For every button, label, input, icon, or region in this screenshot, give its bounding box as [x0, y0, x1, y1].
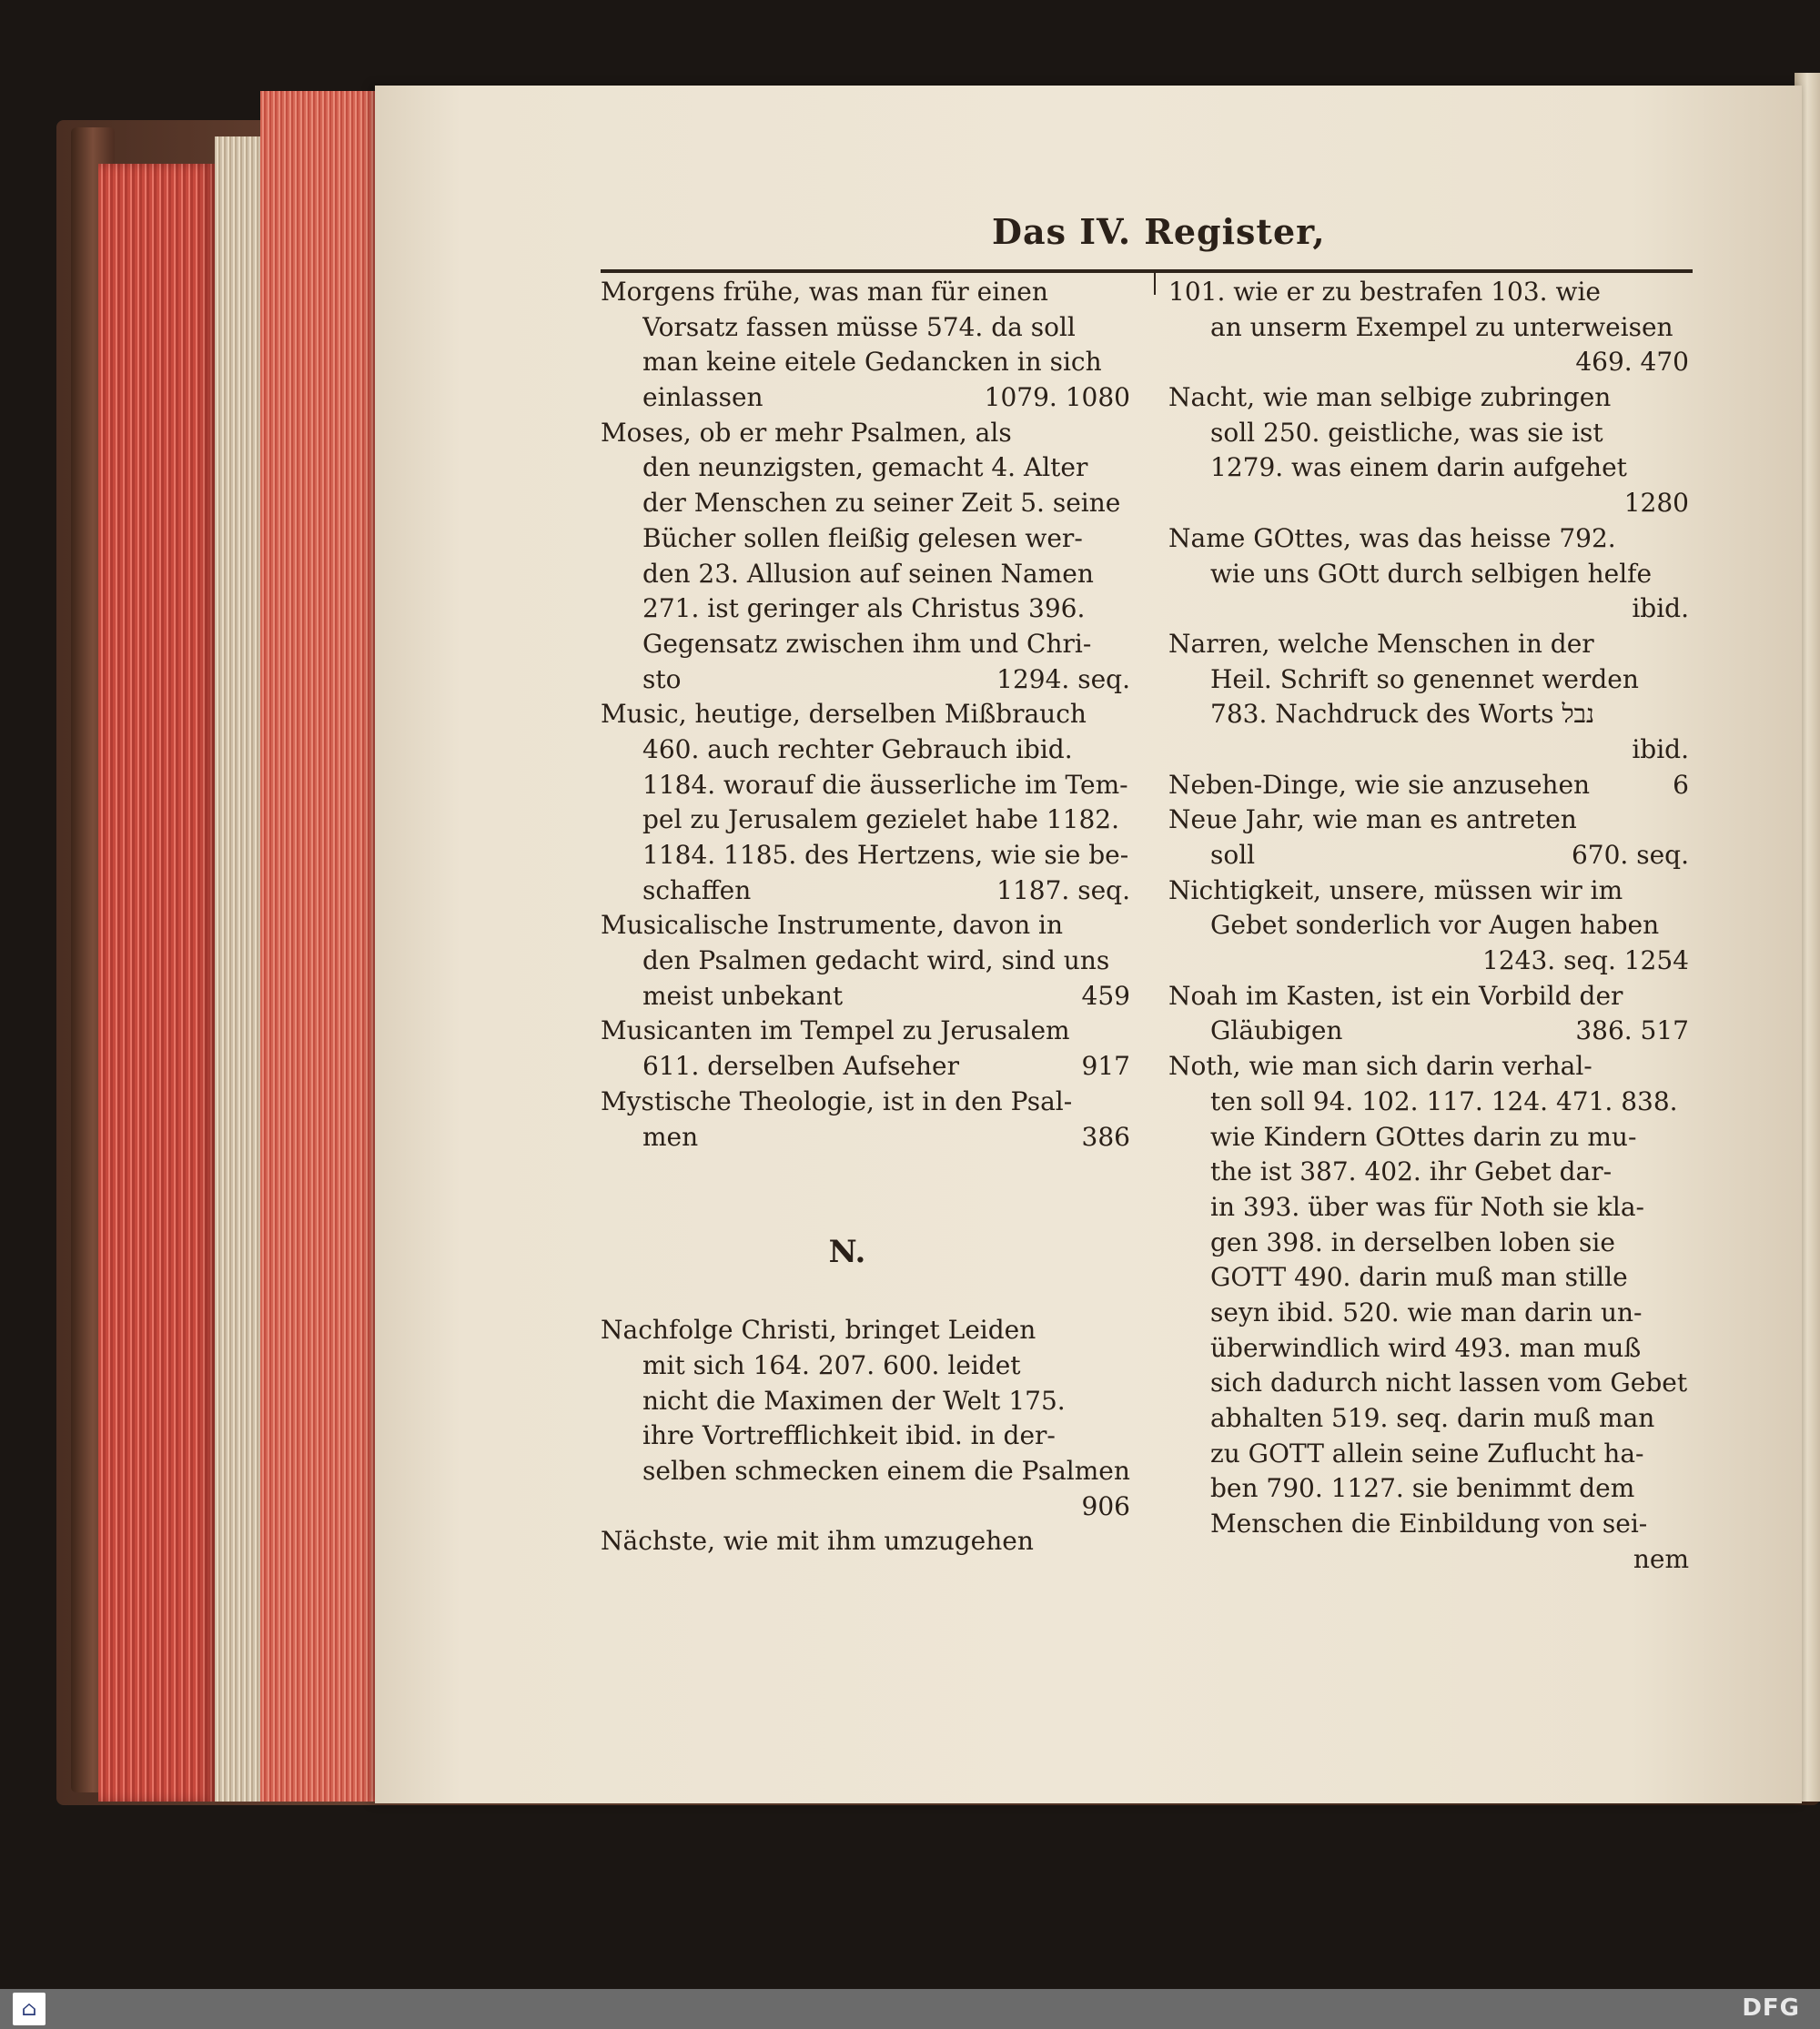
index-line [1168, 275, 1689, 310]
index-line [601, 1348, 1130, 1384]
index-text: wie uns GOtt durch selbigen helfe [1210, 558, 1653, 589]
page-reference: 1294. seq. [996, 663, 1130, 694]
index-text: Narren, welche Menschen in der [1168, 628, 1594, 659]
index-line [1168, 627, 1689, 662]
index-line [1168, 591, 1689, 627]
index-line [601, 627, 1130, 662]
page-reference: 1187. seq. [996, 874, 1130, 905]
index-text: der Menschen zu seiner Zeit 5. seine [642, 488, 1121, 519]
index-line [601, 1384, 1130, 1419]
index-line [1168, 944, 1689, 979]
index-text: den 23. Allusion auf seinen Namen [642, 558, 1094, 589]
index-line [601, 1085, 1130, 1120]
index-line [1168, 1120, 1689, 1156]
page-reference: 1079. 1080 [984, 382, 1130, 413]
index-line [1168, 1542, 1689, 1578]
index-line [601, 944, 1130, 979]
index-line [1168, 803, 1689, 838]
page-reference: 459 [1081, 980, 1130, 1011]
index-line [601, 557, 1130, 592]
index-line [1168, 1049, 1689, 1085]
index-line [1168, 521, 1689, 557]
index-text: ihre Vortrefflichkeit ibid. in der- [642, 1420, 1056, 1451]
index-text: Nachfolge Christi, bringet Leiden [601, 1315, 1036, 1346]
index-line [1168, 1471, 1689, 1507]
index-line [601, 908, 1130, 944]
index-text: GOTT 490. darin muß man stille [1210, 1262, 1628, 1293]
page-reference: 6 [1673, 769, 1689, 800]
index-entry [1168, 803, 1689, 873]
index-text: 1184. worauf die äusserliche im Tem- [642, 769, 1128, 800]
index-line [1168, 838, 1689, 873]
index-line [1168, 1155, 1689, 1190]
index-text: den neunzigsten, gemacht 4. Alter [642, 452, 1088, 483]
index-line [601, 732, 1130, 768]
index-text: in 393. über was für Noth sie kla- [1210, 1191, 1644, 1222]
section-letter-n: N. [828, 1234, 866, 1271]
index-line [601, 803, 1130, 838]
index-text: 1279. was einem darin aufgehet [1210, 452, 1627, 483]
index-text: Nacht, wie man selbige zubringen [1168, 382, 1612, 413]
index-line [1168, 1366, 1689, 1401]
page-reference: 386. 517 [1575, 1015, 1689, 1046]
index-text: Musicalische Instrumente, davon in [601, 910, 1063, 941]
index-text: Bücher sollen fleißig gelesen wer- [642, 522, 1083, 553]
index-line [601, 1313, 1130, 1348]
index-text: einlassen [642, 382, 763, 413]
index-line [601, 450, 1130, 486]
index-line [601, 1014, 1130, 1049]
index-line [601, 838, 1130, 873]
page-reference: ibid. [1632, 733, 1689, 764]
index-entry [601, 1085, 1130, 1155]
index-text: man keine eitele Gedancken in sich [642, 347, 1102, 378]
index-text: Menschen die Einbildung von sei- [1210, 1509, 1648, 1539]
index-text: soll [1210, 840, 1256, 870]
index-text: seyn ibid. 520. wie man darin un- [1210, 1297, 1643, 1327]
index-line [1168, 732, 1689, 768]
index-line [1168, 1014, 1689, 1049]
index-text: ten soll 94. 102. 117. 124. 471. 838. [1210, 1085, 1678, 1116]
index-text: zu GOTT allein seine Zuflucht ha- [1210, 1438, 1644, 1469]
index-text: 271. ist geringer als Christus 396. [642, 593, 1086, 624]
page-reference: 386 [1081, 1121, 1130, 1152]
index-line [1168, 1260, 1689, 1296]
index-entry [1168, 380, 1689, 521]
right-entries [1168, 275, 1689, 1577]
index-line [1168, 662, 1689, 698]
index-text: Nächste, wie mit ihm umzugehen [601, 1526, 1034, 1557]
index-text: Gläubigen [1210, 1015, 1343, 1046]
index-entry [601, 908, 1130, 1014]
index-text: Nichtigkeit, unsere, müssen wir im [1168, 874, 1623, 905]
index-line [1168, 416, 1689, 451]
index-line [1168, 1226, 1689, 1261]
index-text: überwindlich wird 493. man muß [1210, 1332, 1642, 1363]
index-text: Morgens frühe, was man für einen [601, 277, 1048, 307]
index-text: Music, heutige, derselben Mißbrauch [601, 699, 1087, 730]
index-line [601, 1489, 1130, 1525]
index-line [1168, 873, 1689, 909]
index-line [1168, 1331, 1689, 1367]
index-line [1168, 979, 1689, 1014]
index-entry [601, 1524, 1130, 1560]
index-entry [1168, 275, 1689, 380]
index-line [1168, 1190, 1689, 1226]
header-rule [601, 269, 1693, 273]
page-stack-red-edges [260, 91, 388, 1802]
index-line [1168, 310, 1689, 346]
page-reference: 1243. seq. 1254 [1482, 945, 1689, 976]
index-text: Noah im Kasten, ist ein Vorbild der [1168, 980, 1623, 1011]
index-line [601, 979, 1130, 1014]
index-text: Gebet sonderlich vor Augen haben [1210, 910, 1660, 941]
index-text: Neue Jahr, wie man es antreten [1168, 804, 1577, 835]
index-line [1168, 697, 1689, 732]
index-line [601, 486, 1130, 521]
page-reference: 670. seq. [1571, 840, 1689, 870]
index-text: 611. derselben Aufseher [642, 1051, 959, 1082]
index-line [1168, 557, 1689, 592]
index-text: pel zu Jerusalem gezielet habe 1182. [642, 804, 1120, 835]
index-line [601, 1418, 1130, 1454]
index-text: wie Kindern GOttes darin zu mu- [1210, 1121, 1637, 1152]
index-text: Gegensatz zwischen ihm und Chri- [642, 628, 1092, 659]
page-reference: 917 [1081, 1051, 1130, 1082]
index-line [601, 1049, 1130, 1085]
index-text: 783. Nachdruck des Worts נבל [1210, 699, 1595, 730]
index-line [601, 662, 1130, 698]
index-entry [601, 1014, 1130, 1084]
index-line [1168, 1085, 1689, 1120]
index-text: Name GOttes, was das heisse 792. [1168, 522, 1616, 553]
index-line [1168, 486, 1689, 521]
index-entry [1168, 768, 1689, 803]
index-line [601, 345, 1130, 380]
index-text: 460. auch rechter Gebrauch ibid. [642, 733, 1073, 764]
index-entry [1168, 979, 1689, 1049]
index-line [601, 310, 1130, 346]
index-line [601, 697, 1130, 732]
index-entry [1168, 521, 1689, 627]
index-text: men [642, 1121, 699, 1152]
index-line [1168, 908, 1689, 944]
index-text: sich dadurch nicht lassen vom Gebet [1210, 1368, 1688, 1398]
index-text: Heil. Schrift so genennet werden [1210, 663, 1639, 694]
index-text: ben 790. 1127. sie benimmt dem [1210, 1473, 1635, 1504]
footer-bar [0, 1989, 1820, 2029]
index-line [601, 1524, 1130, 1560]
right-column [1168, 275, 1689, 1577]
index-text: schaffen [642, 874, 752, 905]
index-line [1168, 1437, 1689, 1472]
index-line [601, 416, 1130, 451]
index-text: Musicanten im Tempel zu Jerusalem [601, 1015, 1070, 1046]
page-edges-left [98, 164, 215, 1802]
index-text: gen 398. in derselben loben sie [1210, 1226, 1615, 1257]
index-text: selben schmecken einem die Psalmen [642, 1455, 1130, 1486]
index-text: den Psalmen gedacht wird, sind uns [642, 945, 1110, 976]
index-text: Noth, wie man sich darin verhal- [1168, 1051, 1592, 1082]
left-entries-n [601, 1313, 1130, 1560]
index-entry [601, 416, 1130, 698]
index-line [601, 380, 1130, 416]
index-text: sto [642, 663, 682, 694]
index-line [1168, 1401, 1689, 1437]
page-reference: 469. 470 [1575, 347, 1689, 378]
column-divider [1154, 271, 1156, 295]
left-column [601, 275, 1130, 1560]
index-line [1168, 380, 1689, 416]
index-text: nicht die Maximen der Welt 175. [642, 1385, 1066, 1416]
library-logo-icon: ⌂ [13, 1993, 46, 2025]
index-line [601, 521, 1130, 557]
index-entry [601, 697, 1130, 908]
index-line [601, 873, 1130, 909]
index-entry [1168, 627, 1689, 768]
page-reference: 1280 [1623, 488, 1689, 519]
index-line [601, 768, 1130, 803]
page-reference: ibid. [1632, 593, 1689, 624]
index-text: soll 250. geistliche, was sie ist [1210, 417, 1603, 448]
index-entry [601, 1313, 1130, 1524]
index-text: an unserm Exempel zu unterweisen [1210, 311, 1673, 342]
index-text: Vorsatz fassen müsse 574. da soll [642, 311, 1076, 342]
index-line [601, 1454, 1130, 1489]
index-line [1168, 768, 1689, 803]
index-text: Neben-Dinge, wie sie anzusehen [1168, 769, 1591, 800]
index-line [1168, 1296, 1689, 1331]
index-text: the ist 387. 402. ihr Gebet dar- [1210, 1156, 1613, 1187]
index-entry [1168, 1049, 1689, 1577]
index-line [1168, 450, 1689, 486]
index-text: 101. wie er zu bestrafen 103. wie [1168, 277, 1601, 307]
index-text: 1184. 1185. des Hertzens, wie sie be- [642, 840, 1129, 870]
footer-brand: DFG [1742, 1994, 1800, 2022]
index-text: Moses, ob er mehr Psalmen, als [601, 417, 1012, 448]
index-text: meist unbekant [642, 980, 844, 1011]
index-text: Mystische Theologie, ist in den Psal- [601, 1085, 1073, 1116]
index-line [601, 275, 1130, 310]
index-line [601, 1120, 1130, 1156]
index-line [601, 591, 1130, 627]
left-entries [601, 275, 1130, 1155]
page-reference: nem [1633, 1543, 1689, 1574]
index-text: mit sich 164. 207. 600. leidet [642, 1349, 1021, 1380]
index-entry [601, 275, 1130, 416]
index-entry [1168, 873, 1689, 979]
index-line [1168, 1507, 1689, 1542]
running-head: Das IV. Register, [992, 211, 1326, 252]
index-text: abhalten 519. seq. darin muß man [1210, 1403, 1655, 1433]
index-line [1168, 345, 1689, 380]
page-reference: 906 [1081, 1490, 1130, 1521]
